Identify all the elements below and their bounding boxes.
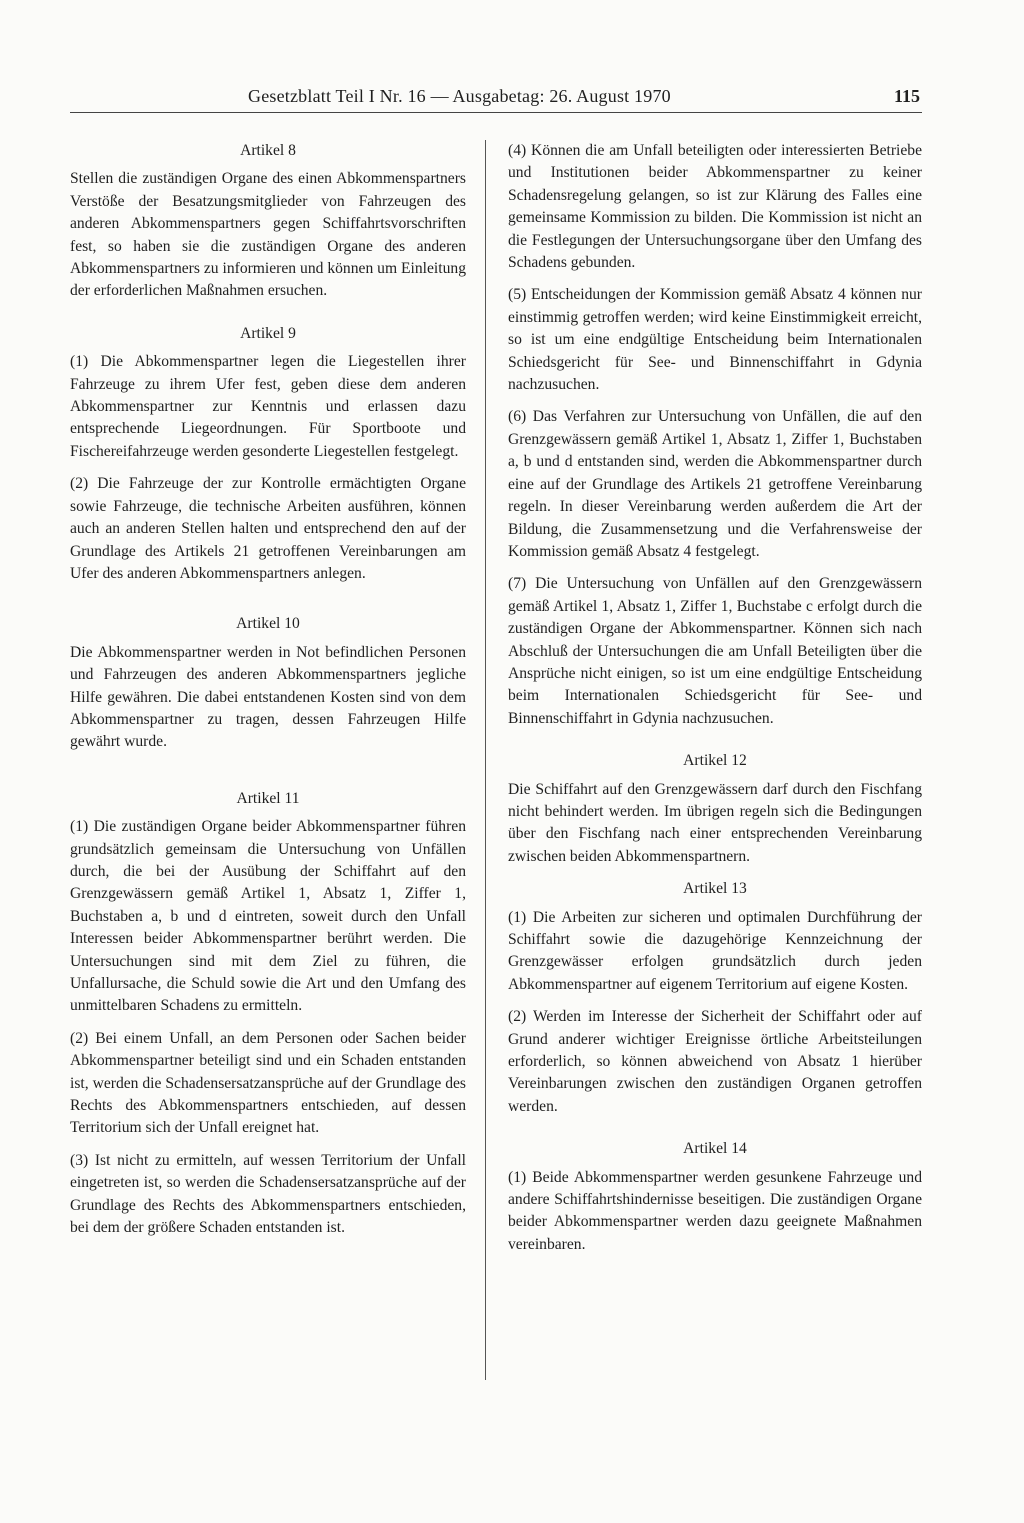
article-10-heading: Artikel 10	[236, 615, 300, 633]
article-11-paragraph-2: (2) Bei einem Unfall, an dem Personen oder Sachen beider Abkommenspartner beteiligt sind und ein Schaden entstanden ist, werden die Schadensersatzansprüche auf der Grundlage des Rechts des Abkommenspartners entschieden, auf dessen Territorium sich der Unfall ereignet hat.	[70, 1029, 466, 1137]
article-13-paragraph-2: (2) Werden im Interesse der Sicherheit der Schiffahrt oder auf Grund anderer wichtiger Ereignisse örtliche Arbeitsteilungen erforderlich, so können abweichend von Absatz 1 hierüber Vereinbarungen zwischen den zuständigen Organen getroffen werden.	[508, 1008, 922, 1115]
right-column	[508, 140, 922, 1266]
left-column	[70, 140, 466, 1249]
article-11-paragraph-6: (6) Das Verfahren zur Untersuchung von Unfällen, die auf den Grenzgewässern gemäß Artikel 1, Absatz 1, Ziffer 1, Buchstaben a, b und d entstanden sind, werden die Abkommenspartner durch eine auf der Grundlage des Artikels 21 getroffene Vereinbarung regeln. In dieser Vereinbarung werden außerdem die Art der Bildung, die Zusammensetzung und die Verfahrensweise der Kommission gemäß Absatz 4 festgelegt.	[508, 408, 922, 560]
page-header	[70, 86, 922, 116]
article-9-heading: Artikel 9	[240, 324, 296, 342]
article-11-paragraph-1: (1) Die zuständigen Organe beider Abkommenspartner führen grundsätzlich gemeinsam die Untersuchung von Unfällen durch, die bei der Ausübung der Schiffahrt auf den Grenzgewässern gemäß Artikel 1, Absatz 1, Ziffer 1, Buchstaben a, b und d eintreten, soweit durch den Unfall Interessen beider Abkommenspartner berührt werden. Die Untersuchungen sind mit dem Ziel zu führen, die Unfallursache, die Schuld sowie die Art und den Umfang des unmittelbaren Schadens zu ermitteln.	[70, 818, 466, 1015]
article-11-paragraph-7: (7) Die Untersuchung von Unfällen auf den Grenzgewässern gemäß Artikel 1, Absatz 1, Ziffer 1, Buchstabe c erfolgt durch die zuständigen Organe der Abkommenspartner. Können sich nach Abschluß der Untersuchungen die am Unfall Beteiligten über die Ansprüche nicht einigen, so ist um eine endgültige Entscheidung beim Internationalen Schiedsgericht für See- und Binnenschiffahrt in Gdynia nachzusuchen.	[508, 575, 922, 727]
page-number: 115	[893, 86, 920, 106]
gazette-title: Gesetzblatt Teil I Nr. 16 — Ausgabetag: 26. August 1970	[248, 86, 671, 106]
column-divider	[485, 140, 486, 1380]
article-11-heading: Artikel 11	[236, 789, 300, 807]
article-10-paragraph: Die Abkommenspartner werden in Not befindlichen Personen und Fahrzeugen des anderen Abkommenspartners jegliche Hilfe gewähren. Die dabei entstandenen Kosten sind von dem Abkommenspartner zu tragen, dessen Fahrzeugen Hilfe gewährt wurde.	[70, 643, 466, 751]
article-11-paragraph-3: (3) Ist nicht zu ermitteln, auf wessen Territorium der Unfall eingetreten ist, so werden die Schadensersatzansprüche auf der Grundlage des Rechts des Abkommenspartners entschieden, bei dem der größere Schaden entstanden ist.	[70, 1151, 466, 1237]
article-13-paragraph-1: (1) Die Arbeiten zur sicheren und optimalen Durchführung der Schiffahrt sowie die dazugehörige Kennzeichnung der Grenzgewässer erfolgen grundsätzlich durch jeden Abkommenspartner auf eigenem Territorium auf eigene Kosten.	[508, 908, 922, 993]
article-11-paragraph-5: (5) Entscheidungen der Kommission gemäß Absatz 4 können nur einstimmig getroffen werden; wird keine Einstimmigkeit erreicht, so ist um eine endgültige Entscheidung beim Internationalen Schiedsgericht für See- und Binnenschiffahrt in Gdynia nachzusuchen.	[508, 286, 922, 394]
article-9-paragraph-1: (1) Die Abkommenspartner legen die Liegestellen ihrer Fahrzeuge zu ihrem Ufer fest, geben diese dem anderen Abkommenspartner zur Kenntnis und erlassen dazu entsprechende Liegeordnungen. Für Sportboote und Fischereifahrzeuge werden gesonderte Liegestellen festgelegt.	[70, 353, 466, 460]
header-rule	[70, 112, 922, 113]
article-12-heading: Artikel 12	[683, 752, 747, 770]
article-14-heading: Artikel 14	[683, 1140, 747, 1158]
article-8-heading: Artikel 8	[240, 142, 296, 159]
article-12-paragraph: Die Schiffahrt auf den Grenzgewässern darf durch den Fischfang nicht behindert werden. Im übrigen regeln sich die Bedingungen über den Fischfang nach einer entsprechenden Vereinbarung zwischen beiden Abkommenspartnern.	[508, 780, 922, 865]
article-13-heading: Artikel 13	[683, 880, 747, 898]
article-14-paragraph-1: (1) Beide Abkommenspartner werden gesunkene Fahrzeuge und andere Schiffahrtshindernisse beseitigen. Die zuständigen Organe beider Abkommenspartner werden dazu geeignete Maßnahmen vereinbaren.	[508, 1168, 922, 1253]
article-8-paragraph: Stellen die zuständigen Organe des einen Abkommenspartners Verstöße der Besatzungsmitglieder von Fahrzeugen des anderen Abkommenspartners gegen Schiffahrtsvorschriften fest, so haben sie die zuständigen Organe des anderen Abkommenspartners zu informieren und können um Einleitung der erforderlichen Maßnahmen ersuchen.	[70, 170, 466, 300]
article-9-paragraph-2: (2) Die Fahrzeuge der zur Kontrolle ermächtigten Organe sowie Fahrzeuge, die technische Arbeiten ausführen, können auch an anderen Stellen halten und entsprechend den auf der Grundlage des Artikels 21 getroffenen Vereinbarungen am Ufer des anderen Abkommenspartners anlegen.	[70, 475, 466, 582]
article-11-paragraph-4: (4) Können die am Unfall beteiligten oder interessierten Betriebe und Institutionen beider Abkommenspartner zu keiner Schadensregelung gelangen, so ist zur Klärung des Falles eine gemeinsame Kommission zu bilden. Die Kommission ist nicht an die Festlegungen der Untersuchungsorgane über den Umfang des Schadens gebunden.	[508, 142, 922, 272]
